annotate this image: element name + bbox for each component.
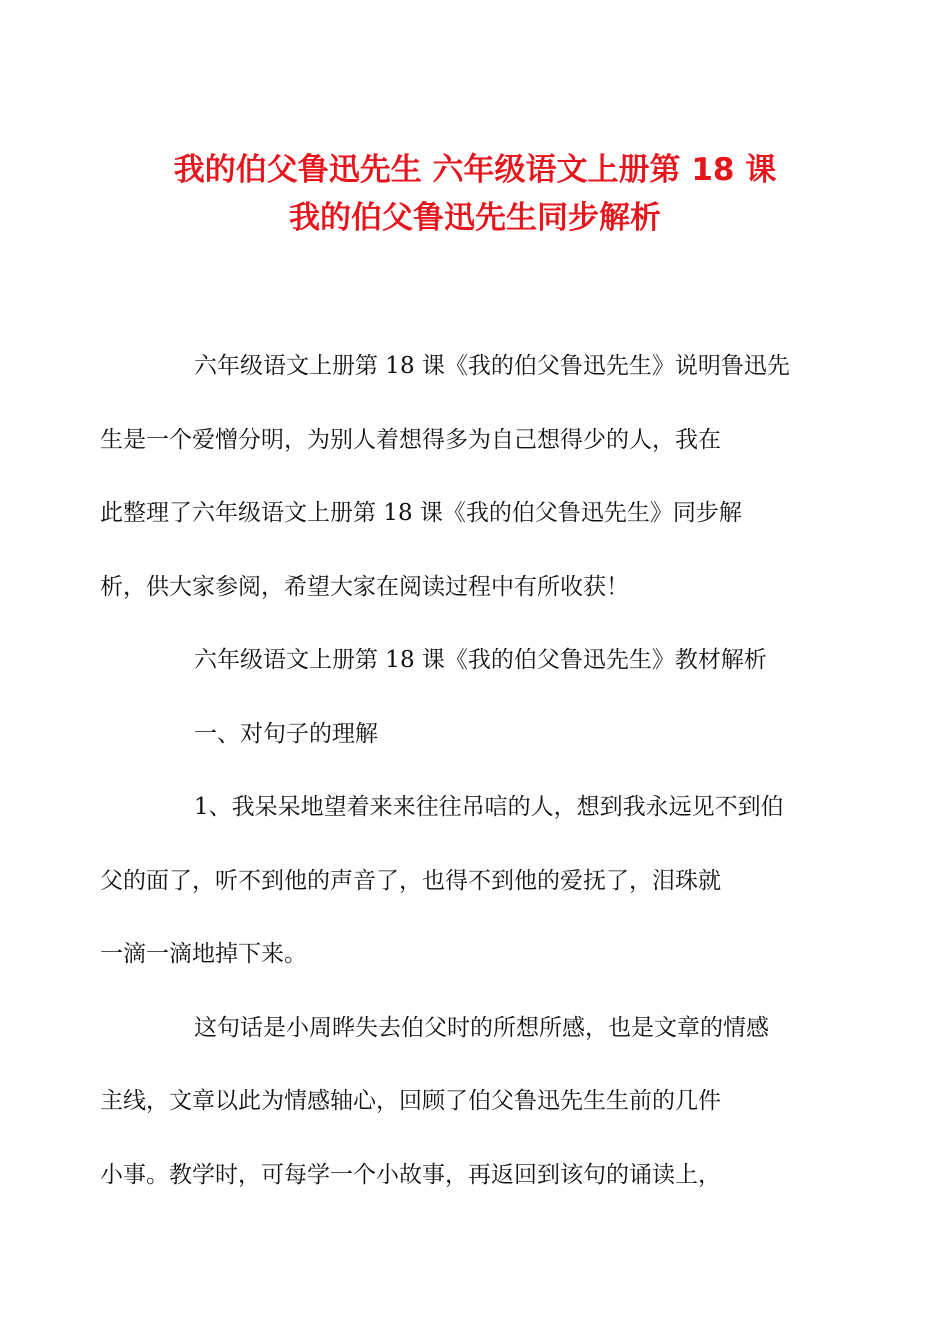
text-line: 父的面了，听不到他的声音了，也得不到他的爱抚了，泪珠就 [100,867,721,894]
document-title [0,146,950,242]
text-line: 1、我呆呆地望着来来往往吊唁的人，想到我永远见不到伯 [194,794,784,820]
text-line: 六年级语文上册第 18 课《我的伯父鲁迅先生》说明鲁迅先 [194,353,790,379]
text-line: 生是一个爱憎分明，为别人着想得多为自己想得少的人，我在 [100,426,721,453]
document-body [100,330,803,1212]
paragraph-subheading [147,698,803,772]
text-line: 此整理了六年级语文上册第 18 课《我的伯父鲁迅先生》同步解 [100,500,742,526]
paragraph-analysis [100,992,803,1213]
text-line: 这句话是小周晔失去伯父时的所想所感，也是文章的情感 [194,1014,769,1041]
text-line: 小事。教学时，可每学一个小故事，再返回到该句的诵读上， [100,1161,721,1188]
paragraph-intro [100,330,803,624]
title-line: 我的伯父鲁迅先生 六年级语文上册第 18 课 [173,152,777,188]
text-line: 析，供大家参阅，希望大家在阅读过程中有所收获！ [100,573,629,600]
paragraph-section-heading [147,624,803,698]
text-line: 一、对句子的理解 [194,720,378,747]
text-line: 一滴一滴地掉下来。 [100,941,307,967]
title-line: 我的伯父鲁迅先生同步解析 [289,200,661,236]
text-line: 主线，文章以此为情感轴心，回顾了伯父鲁迅先生生前的几件 [100,1088,721,1114]
text-line: 六年级语文上册第 18 课《我的伯父鲁迅先生》教材解析 [194,647,767,673]
paragraph-quote [100,771,803,992]
